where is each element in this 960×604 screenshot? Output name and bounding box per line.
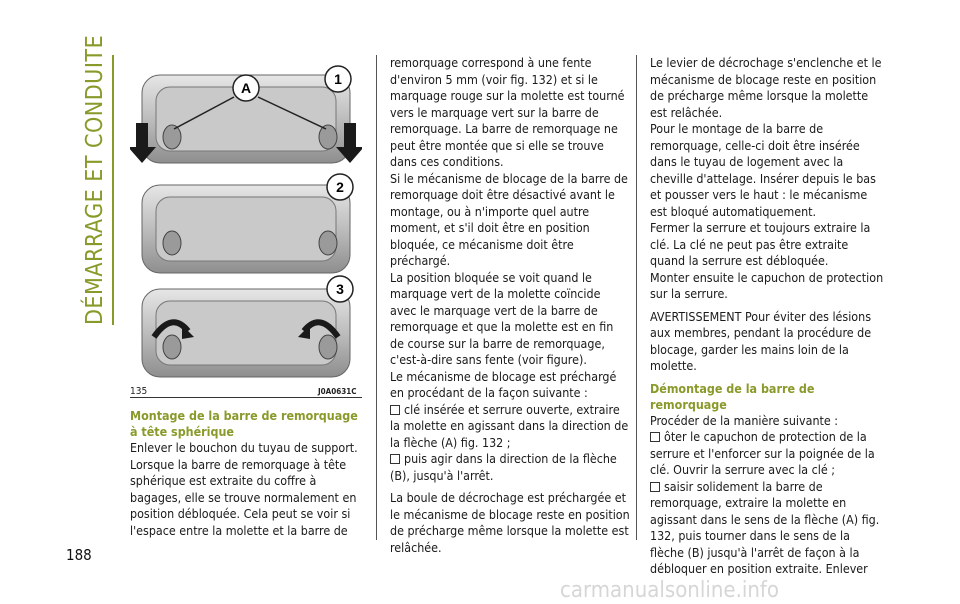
paragraph: Fermer la serrure et toujours extraire la clé. La clé ne peut pas être extraite quand la serrure est débloquée. — [650, 220, 871, 268]
callout-label-1: 1 — [334, 71, 342, 87]
bullet-icon — [650, 432, 660, 442]
column-1 — [130, 408, 365, 539]
callout-label-3: 3 — [336, 281, 344, 297]
figure-rule — [130, 397, 362, 398]
chapter-title: DÉMARRAGE ET CONDUITE — [82, 34, 108, 325]
bullet-icon — [390, 454, 400, 464]
column-divider — [636, 55, 637, 540]
paragraph: remorquage correspond à une fente d'environ 5 mm (voir fig. 132) et si le marquage rouge sur la molette est tourné vers le marquage vert sur la barre de remorquage. La barre de remorquage ne peut être montée que si elle se trouve dans ces conditions. — [390, 55, 625, 169]
bullet-icon — [390, 405, 400, 415]
paragraph: Si le mécanisme de blocage de la barre de remorquage doit être désactivé avant le montage, ou à n'importe quel autre moment, et s'il doit être en position bloquée, ce mécanisme doit être préchargé. — [390, 170, 628, 268]
column-divider — [376, 55, 377, 540]
paragraph: La boule de décrochage est préchargée et le mécanisme de blocage reste en position de précharge même lorsque la molette est relâchée. — [390, 490, 630, 555]
bullet-item: saisir solidement la barre de remorquage, extraire la molette en agissant dans le sens de la flèche (A) fig. 132, puis tourner dans le sens de la flèche (B) jusqu'à l'arrêt de façon à la débloquer en position extraite. Enlever — [650, 478, 880, 576]
figure-number: 135 — [130, 386, 148, 397]
panel-2 — [142, 174, 353, 273]
paragraph: Le levier de décrochage s'enclenche et le mécanisme de blocage reste en position de précharge même lorsque la molette est relâchée. — [650, 55, 882, 120]
callout-label-A: A — [240, 80, 252, 96]
bullet-item: ôter le capuchon de protection de la serrure et l'enforcer sur la poignée de la clé. Ouvrir la serrure avec la clé ; — [650, 429, 875, 477]
bullet-item: clé insérée et serrure ouverte, extraire la molette en agissant dans la direction de la flèche (A) fig. 132 ; — [390, 401, 629, 450]
paragraph: Procéder de la manière suivante : — [650, 412, 839, 428]
chapter-rule — [112, 55, 114, 325]
paragraph: Le mécanisme de blocage est préchargé en procédant de la façon suivante : — [390, 368, 617, 400]
bullet-icon — [650, 482, 660, 492]
paragraph: Pour le montage de la barre de remorquage, celle-ci doit être insérée dans le tuyau de logement avec la cheville d'attelage. Insérer depuis le bas et pousser vers le haut : le mécanisme est bloqué automatiquement. — [650, 121, 876, 219]
section-heading-mounting: Montage de la barre de remorquage à tête sphérique — [130, 408, 358, 439]
bullet-item: puis agir dans la direction de la flèche (B), jusqu'à l'arrêt. — [390, 451, 617, 483]
panel-3 — [142, 276, 353, 377]
column-3 — [650, 55, 886, 578]
paragraph: Enlever le bouchon du tuyau de support. Lorsque la barre de remorquage à tête sphérique est extraite du coffre à bagages, elle se trouve normalement en position débloquée. Cela peut se voir si l'espace entre la molette et la barre de — [130, 440, 358, 538]
callout-label-2: 2 — [336, 179, 344, 195]
bumper-diagram — [130, 55, 362, 397]
watermark: carmanualsonline.info — [560, 578, 779, 603]
page-number: 188 — [66, 546, 92, 564]
figure-code: J0A0631C — [318, 387, 357, 396]
section-heading-removal: Démontage de la barre de remorquage — [650, 380, 815, 412]
warning-paragraph: AVERTISSEMENT Pour éviter des lésions aux membres, pendant la procédure de blocage, garder les mains loin de la molette. — [650, 308, 872, 373]
paragraph: La position bloquée se voit quand le marquage vert de la molette coïncide avec le marquage vert de la barre de remorquage et que la molette est en fin de course sur la barre de remorquage, c'est-à-dire sans fente (voir figure). — [390, 269, 614, 367]
column-2 — [390, 55, 630, 556]
figure-illustration — [130, 55, 362, 397]
paragraph: Monter ensuite le capuchon de protection sur la serrure. — [650, 269, 884, 301]
